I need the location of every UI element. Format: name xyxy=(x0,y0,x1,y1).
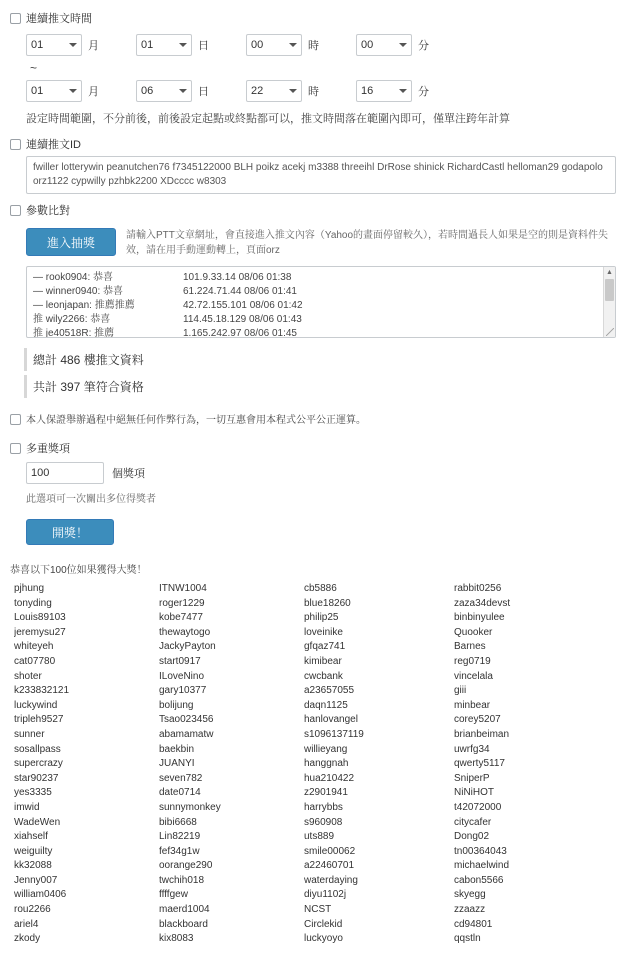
log-row xyxy=(33,313,601,327)
scroll-thumb[interactable] xyxy=(605,279,614,301)
end-month-select[interactable] xyxy=(26,80,82,102)
winner-name: SniperP xyxy=(454,772,490,784)
chevron-down-icon xyxy=(69,89,77,93)
log-row xyxy=(33,327,601,338)
push-log-box[interactable] xyxy=(26,266,616,338)
end-day-select[interactable] xyxy=(136,80,192,102)
winner-name: ITNW1004 xyxy=(159,583,207,594)
start-hour-unit: 時 xyxy=(308,40,319,52)
start-month-select[interactable] xyxy=(26,34,82,56)
winner-name: NCST xyxy=(304,904,332,916)
winner-name: Louis89103 xyxy=(14,612,66,624)
chevron-down-icon xyxy=(179,89,187,93)
log-user: 推 wily2266: 恭喜 xyxy=(33,314,111,325)
winner-name: corey5207 xyxy=(454,714,501,726)
chevron-down-icon xyxy=(69,43,77,47)
stats-block xyxy=(0,338,640,398)
log-row xyxy=(33,299,601,313)
time-range-hint: 設定時間範圍，不分前後，前後設定起點或終點都可以，推文時間落在範圍內即可，僅單注跨年計算 xyxy=(26,113,510,125)
winner-name: hanggnah xyxy=(304,758,349,770)
winner-name: twchih018 xyxy=(159,874,205,886)
exclude-id-label: 連續推文ID xyxy=(26,139,81,151)
winner-name: maerd1004 xyxy=(159,904,210,916)
end-day-unit: 日 xyxy=(198,86,209,98)
winner-name: a22460701 xyxy=(304,860,355,872)
winner-name: skyegg xyxy=(454,889,486,901)
time-range-checkbox[interactable] xyxy=(10,13,21,24)
winner-name: luckywind xyxy=(14,699,58,711)
winner-name: uwrfg34 xyxy=(454,743,490,755)
valid-count: 共計 397 筆符合資格 xyxy=(24,375,640,398)
winner-name: a23657055 xyxy=(304,685,355,697)
end-month-value: 01 xyxy=(31,85,44,97)
winner-name: harrybbs xyxy=(304,801,343,813)
enter-lottery-row xyxy=(0,220,640,260)
winner-name: sunner xyxy=(14,728,45,740)
winner-name: hua210422 xyxy=(304,772,355,784)
winner-name: brianbeiman xyxy=(454,728,510,740)
winner-name: kobe7477 xyxy=(159,612,203,624)
exclude-id-checkbox[interactable] xyxy=(10,139,21,150)
winner-name: weiguilty xyxy=(14,845,53,857)
winner-name: cabon5566 xyxy=(454,874,504,886)
multi-prize-body xyxy=(0,458,640,484)
winners-title: 恭喜以下100位如果獲得大獎！ xyxy=(10,565,147,576)
winner-name: zkody xyxy=(14,933,41,945)
winner-name: william0406 xyxy=(14,889,67,901)
param-compare-checkbox[interactable] xyxy=(10,205,21,216)
winner-name: minbear xyxy=(454,699,491,711)
winner-name: qwerty5117 xyxy=(454,758,505,770)
time-range-start-row xyxy=(26,30,640,60)
winner-name: shoter xyxy=(14,670,42,682)
winner-name: Jenny007 xyxy=(14,874,58,886)
chevron-down-icon xyxy=(399,43,407,47)
winner-name: blackboard xyxy=(159,918,208,930)
winner-name: zaza34devst xyxy=(454,597,511,609)
log-user: — leonjapan: 推薦推薦 xyxy=(33,300,135,311)
winner-name: roger1229 xyxy=(159,597,205,609)
winner-name: pjhung xyxy=(14,583,45,594)
start-month-value: 01 xyxy=(31,39,44,51)
winner-name: gfqaz741 xyxy=(304,641,346,653)
start-row xyxy=(0,505,640,551)
winner-name: reg0719 xyxy=(454,655,491,667)
winner-name: waterdaying xyxy=(304,874,358,886)
winner-name: qqstln xyxy=(454,933,481,945)
winner-name: imwid xyxy=(14,801,40,813)
winner-name: diyu1102j xyxy=(304,889,347,901)
start-minute-select[interactable] xyxy=(356,34,412,56)
range-separator: ~ xyxy=(30,61,38,75)
chevron-down-icon xyxy=(179,43,187,47)
winner-name: seven782 xyxy=(159,772,203,784)
winner-name: rou2266 xyxy=(14,904,51,916)
multi-prize-unit: 個獎項 xyxy=(112,468,145,480)
winner-name: fef34g1w xyxy=(159,845,200,857)
log-meta: 101.9.33.14 08/06 01:38 xyxy=(183,272,292,283)
winner-name: cat07780 xyxy=(14,655,56,667)
winner-name: michaelwind xyxy=(454,860,510,872)
start-hour-value: 00 xyxy=(251,39,264,51)
winner-name: JUANYI xyxy=(159,758,195,770)
end-day-value: 06 xyxy=(141,85,154,97)
winner-name: kimibear xyxy=(304,655,342,667)
winner-name: WadeWen xyxy=(14,816,61,828)
winner-name: loveinike xyxy=(304,626,343,638)
winner-name: binbinyulee xyxy=(454,612,505,624)
resize-handle-icon[interactable] xyxy=(606,328,614,336)
start-minute-value: 00 xyxy=(361,39,374,51)
exclude-id-field-wrap xyxy=(0,154,640,198)
push-log-content xyxy=(27,267,615,338)
winner-name: hanlovangel xyxy=(304,714,358,726)
winner-name: Barnes xyxy=(454,641,486,653)
winner-name: oorange290 xyxy=(159,860,213,872)
winner-name: Circlekid xyxy=(304,918,343,930)
winner-name: sosallpass xyxy=(14,743,61,755)
end-month-unit: 月 xyxy=(88,86,99,98)
winner-name: k233832121 xyxy=(14,685,70,697)
agreement-row[interactable] xyxy=(0,402,640,430)
winner-name: JackyPayton xyxy=(159,641,216,653)
start-day-select[interactable] xyxy=(136,34,192,56)
start-month-unit: 月 xyxy=(88,40,99,52)
end-hour-select[interactable] xyxy=(246,80,302,102)
end-hour-value: 22 xyxy=(251,85,264,97)
winner-name: tonyding xyxy=(14,597,52,609)
chevron-down-icon xyxy=(289,43,297,47)
log-row xyxy=(33,285,601,299)
total-pushes: 總計 486 樓推文資料 xyxy=(24,348,640,371)
end-minute-value: 16 xyxy=(361,85,374,97)
winner-name: Lin82219 xyxy=(159,831,201,843)
start-day-value: 01 xyxy=(141,39,154,51)
winner-name: gary10377 xyxy=(159,685,207,697)
winner-name: bibi6668 xyxy=(159,816,197,828)
winner-name: cb5886 xyxy=(304,583,337,594)
end-minute-select[interactable] xyxy=(356,80,412,102)
winner-name: cwcbank xyxy=(304,670,343,682)
winner-name: jeremysu27 xyxy=(14,626,66,638)
chevron-down-icon xyxy=(399,89,407,93)
winner-name: Dong02 xyxy=(454,831,490,843)
log-meta: 114.45.18.129 08/06 01:43 xyxy=(183,314,302,325)
winner-name: whiteyeh xyxy=(14,641,54,653)
time-range-checkbox-row[interactable] xyxy=(0,6,640,28)
log-meta: 61.224.71.44 08/06 01:41 xyxy=(183,286,297,297)
winner-name: thewaytogo xyxy=(159,626,211,638)
winner-name: Quooker xyxy=(454,626,493,638)
start-day-unit: 日 xyxy=(198,40,209,52)
winner-name: luckyoyo xyxy=(304,933,343,945)
log-row xyxy=(33,271,601,285)
log-user: — rook0904: 恭喜 xyxy=(33,272,114,283)
winner-name: tripleh9527 xyxy=(14,714,64,726)
winner-name: bolijung xyxy=(159,699,194,711)
multi-prize-checkbox[interactable] xyxy=(10,443,21,454)
log-scrollbar[interactable] xyxy=(603,267,615,337)
winner-name: uts889 xyxy=(304,831,335,843)
multi-prize-checkbox-row[interactable] xyxy=(0,430,640,458)
start-draw-button[interactable]: 開獎！ xyxy=(26,519,114,545)
winner-name: Tsao023456 xyxy=(159,714,214,726)
time-range-label: 連續推文時間 xyxy=(26,13,92,25)
start-hour-select[interactable] xyxy=(246,34,302,56)
winner-name: willieyang xyxy=(304,743,348,755)
winner-name: blue18260 xyxy=(304,597,351,609)
winner-name: giii xyxy=(454,685,467,697)
log-meta: 42.72.155.101 08/06 01:42 xyxy=(183,300,303,311)
time-range-end-row xyxy=(26,76,640,106)
winner-name: rabbit0256 xyxy=(454,583,502,594)
winner-name: t42072000 xyxy=(454,801,502,813)
log-user: 推 je40518R: 推薦 xyxy=(33,328,115,338)
multi-prize-label: 多重獎項 xyxy=(26,443,70,455)
log-user: — winner0940: 恭喜 xyxy=(33,286,124,297)
winner-name: yes3335 xyxy=(14,787,52,799)
winner-name: date0714 xyxy=(159,787,201,799)
log-meta: 1.165.242.97 08/06 01:45 xyxy=(183,328,297,338)
winner-name: citycafer xyxy=(454,816,492,828)
winner-name: kix8083 xyxy=(159,933,194,945)
multi-prize-count-value: 100 xyxy=(31,467,50,479)
winner-name: daqn1125 xyxy=(304,699,348,711)
agreement-text: 本人保證舉辦過程中絕無任何作弊行為，一切互惠會用本程式公平公正運算。 xyxy=(26,415,366,426)
chevron-down-icon xyxy=(289,89,297,93)
winner-name: z2901941 xyxy=(304,787,348,799)
winner-name: start0917 xyxy=(159,655,201,667)
winner-name: baekbin xyxy=(159,743,195,755)
agreement-checkbox[interactable] xyxy=(10,414,21,425)
winner-name: tn00364043 xyxy=(454,845,507,857)
multi-prize-note: 此選項可一次關出多位得獎者 xyxy=(26,494,156,505)
winner-name: NiNiHOT xyxy=(454,787,494,799)
time-range-fields xyxy=(0,28,640,106)
exclude-id-textarea[interactable]: fwiller lotterywin peanutchen76 f7345122000 BLH poikz acekj m3388 threeihl DrRose shinick RichardCastl helloman29 godapolo orz1122 cypwilly pzhbk2200 XDcccc w8303 xyxy=(26,156,616,194)
winner-name: cd94801 xyxy=(454,918,493,930)
enter-lottery-note: 請輸入PTT文章網址，會直接進入推文內容（Yahoo的畫面停留較久），若時間過長人如果是空的則是資料件失效，請在用手動運動轉上，頁面orz xyxy=(126,230,609,256)
winner-name: ariel4 xyxy=(14,918,39,930)
scroll-up-icon[interactable]: ▲ xyxy=(606,269,613,276)
winner-name: kk32088 xyxy=(14,860,52,872)
winner-name: xiahself xyxy=(14,831,48,843)
winner-name: supercrazy xyxy=(14,758,63,770)
push-log-wrap xyxy=(0,260,640,338)
enter-lottery-button[interactable]: 進入抽獎 xyxy=(26,228,116,256)
multi-prize-count-select[interactable] xyxy=(26,462,104,484)
param-compare-label: 參數比對 xyxy=(26,205,70,217)
winner-name: zzaazz xyxy=(454,904,486,916)
winner-name: philip25 xyxy=(304,612,339,624)
end-hour-unit: 時 xyxy=(308,86,319,98)
start-minute-unit: 分 xyxy=(418,40,429,52)
winner-name: smile00062 xyxy=(304,845,356,857)
winner-name: sunnymonkey xyxy=(159,801,221,813)
exclude-id-checkbox-row[interactable] xyxy=(0,132,640,154)
winner-name: vincelala xyxy=(454,670,493,682)
winner-name: ILoveNino xyxy=(159,670,205,682)
param-compare-checkbox-row[interactable] xyxy=(0,198,640,220)
winner-name: ffffgew xyxy=(159,889,188,901)
winners-grid xyxy=(0,582,640,955)
winner-name: s1096137119 xyxy=(304,728,364,740)
winner-name: s960908 xyxy=(304,816,343,828)
end-minute-unit: 分 xyxy=(418,86,429,98)
winner-name: abamamatw xyxy=(159,728,214,740)
winner-name: star90237 xyxy=(14,772,59,784)
